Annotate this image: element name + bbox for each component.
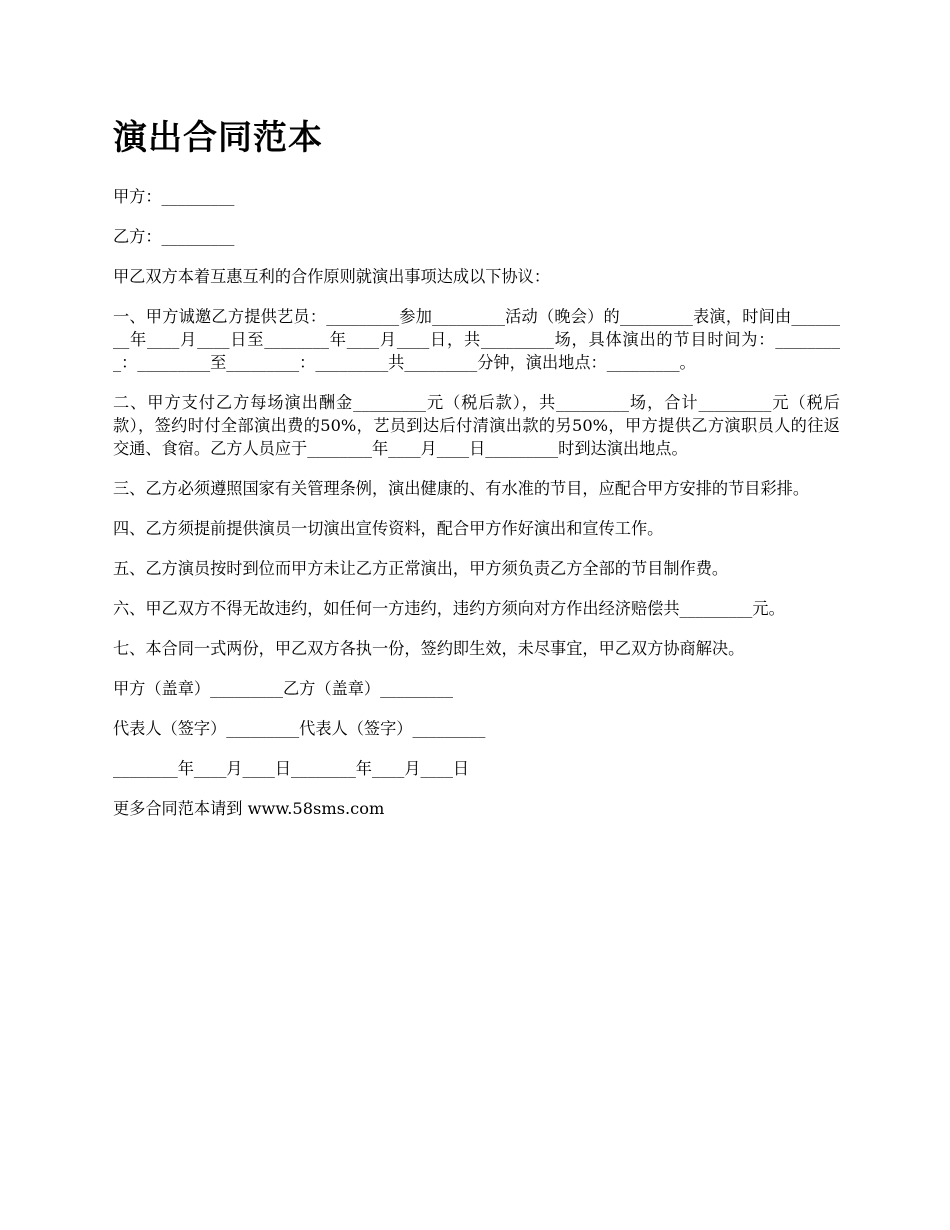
agreement-intro: 甲乙双方本着互惠互利的合作原则就演出事项达成以下协议： bbox=[113, 267, 551, 286]
clause-2: 二、甲方支付乙方每场演出酬金_________元（税后款），共_________场，合计_________元（税后款），签约时付全部演出费的50%，艺员到达后付清演出款的另50%，甲方提供乙方演职员人的往返交通、食宿。乙方人员应于________年____月____日_________时到达演出地点。 bbox=[113, 393, 840, 458]
clause-1: 一、甲方诚邀乙方提供艺员：_________参加_________活动（晚会）的_________表演，时间由________年____月____日至________年____月____日，共_________场，具体演出的节目时间为：_________：_________至_________：_________共_________分钟，演出地点：_________。 bbox=[113, 307, 840, 372]
more-templates-note: 更多合同范本请到 www.58sms.com bbox=[113, 799, 385, 818]
clause-4: 四、乙方须提前提供演员一切演出宣传资料，配合甲方作好演出和宣传工作。 bbox=[113, 519, 664, 538]
clause-3: 三、乙方必须遵照国家有关管理条例，演出健康的、有水准的节目，应配合甲方安排的节目彩排。 bbox=[113, 479, 810, 498]
signature-line: 代表人（签字）_________代表人（签字）_________ bbox=[113, 719, 486, 738]
document-body bbox=[113, 116, 840, 820]
date-line: ________年____月____日________年____月____日 bbox=[113, 759, 470, 778]
seal-line: 甲方（盖章）_________乙方（盖章）_________ bbox=[113, 679, 453, 698]
party-a-line: 甲方：_________ bbox=[113, 187, 235, 206]
party-b-line: 乙方：_________ bbox=[113, 227, 235, 246]
clause-6: 六、甲乙双方不得无故违约，如任何一方违约，违约方须向对方作出经济赔偿共_________元。 bbox=[113, 599, 785, 618]
document-title: 演出合同范本 bbox=[113, 118, 323, 158]
clause-5: 五、乙方演员按时到位而甲方未让乙方正常演出，甲方须负责乙方全部的节目制作费。 bbox=[113, 559, 729, 578]
clause-7: 七、本合同一式两份，甲乙双方各执一份，签约即生效，未尽事宜，甲乙双方协商解决。 bbox=[113, 639, 745, 658]
